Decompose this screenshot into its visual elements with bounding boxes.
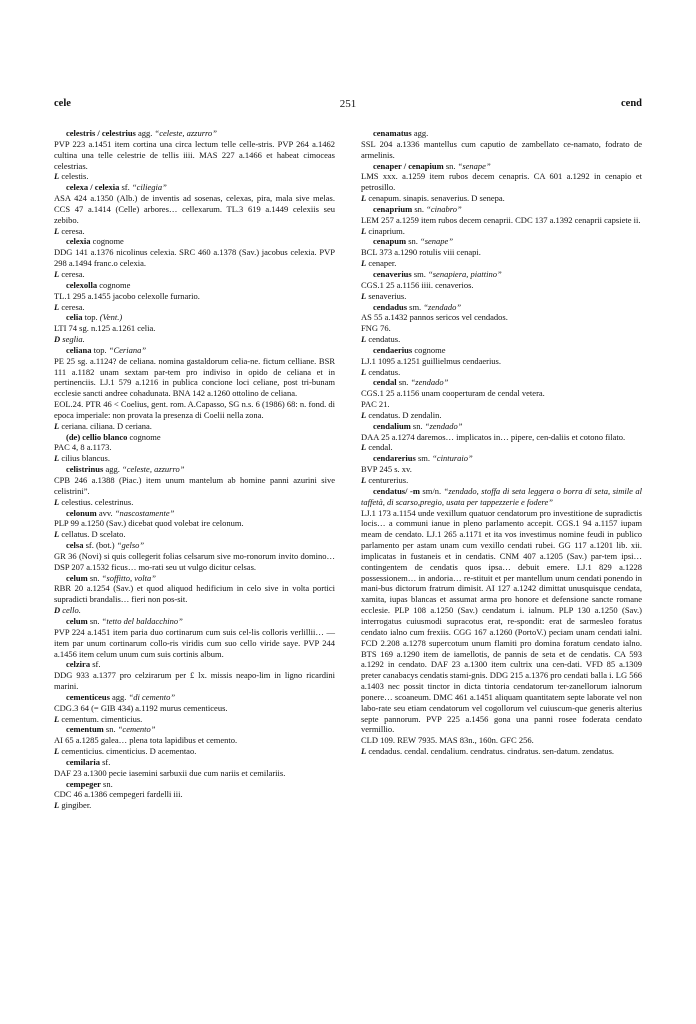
gloss: “senapiera, piattino”: [428, 268, 502, 279]
citation-text: PAC 21.: [361, 399, 390, 410]
gloss: “senape”: [457, 160, 491, 171]
cross-reference-label: L: [361, 225, 367, 236]
cross-reference-line: [361, 746, 642, 757]
gloss: “zendado, stoffa di seta leggera o borra di seta, simile al taffetà, di scarso,pregio, usata per tappezzerie e fodere”: [361, 485, 643, 507]
citation-text: CDG.3 64 (= GIB 434) a.1192 murus cementiceus.: [54, 702, 228, 713]
gloss: “cemento”: [117, 724, 156, 735]
grammatical-label: sn.: [445, 160, 456, 171]
gloss: “cinturaio”: [432, 453, 473, 464]
gloss: “di cemento”: [128, 691, 176, 702]
citation-text: LJ.1 173 a.1154 unde vexillum quatuor cendatorum pro investitione de supradictis locis… a communi ianue in pleno parlamento accepit. CGS.1 94 a.1157 iupam meam de cendato. LJ.1 265 a.1171 et ita vos investimus nomine feudi in publico parlamento per astam unam cum vexillo cendati rubei. GG 117 a.1201 lib. xii. implicatas in fustaneis et in cendatis. CNM 407 a.1205 (Sav.) par-tem ipsi… contingentem de cendatis quos ipsa… debuit emere. LJ.1 829 a.1228 possessionem… in andoria… re-stituit et per mantellum unum cendati ponendo in mani-bus dictorum fratrum dimisit. AI 127 a.1242 dimittat unusquisque cendata, xamita, iupas blancas et assumat arma pro honore et defensione sancte romane ecclesie. PLP 108 a.1250 (Sav.) cendatum i. ialnum. PLP 130 a.1250 (Sav.) interrogatus cuiusmodi supracotus erat, re-spondit: erat de sarmesleo foratus cendato ialno cum frexiis. CGG 167 a.1260 (PortoV.) peciam unam cendati ialni. FCD 2.208 a.1278 supercotum unum flamiti pro domina foratum cendato ialno. BTS 169 a.1290 item de iamellotis, de pannis de seta et de cendatis. CA 593 a.1292 in cendato. DAF 23 a.1300 item cultrix una cen-dati. VFD 85 a.1309 preter canabacys cendatis stami-gnis. DDG 215 a.1376 pro cendati balla i. LG 566 a.1403 nec possit tinctor in dicta tintoria cendatorum ter-zanellorum ialnorum ponere… scoaneum. DMC 461 a.1451 aliquam quantitatem septe laborate vel non labo-rate seu etiam cendatorum vel cogollorum vel cuiuscum-que generis alterius septe pannorum. PVP 225 a.1456 gona una panni rosee foderata cendato vermillio.: [361, 507, 642, 735]
cross-reference-line: [54, 746, 335, 757]
grammatical-label: top.: [93, 344, 107, 355]
gloss: (Vent.): [99, 312, 123, 323]
dictionary-entry-head: [54, 659, 335, 670]
dictionary-entry-head: [54, 345, 335, 356]
grammatical-label: sf. (bot.): [85, 540, 115, 551]
headword: cenamatus: [373, 128, 412, 138]
headword: cenaprium: [373, 203, 413, 214]
right-column: [361, 128, 642, 757]
cross-reference-label: D: [54, 605, 61, 616]
grammatical-label: sn.: [398, 377, 409, 388]
grammatical-label: sn.: [412, 420, 423, 431]
citation-text: LMS xxx. a.1259 item rubos decem cenapris. CA 601 a.1292 in cenapio et petrosillo.: [361, 171, 642, 193]
header-right-guideword: cend: [621, 98, 642, 109]
gloss: “zendado”: [423, 301, 462, 312]
grammatical-label: sn.: [105, 724, 116, 735]
grammatical-label: cognome: [99, 279, 131, 290]
cross-reference-line: [54, 269, 335, 280]
dictionary-entry-head: [361, 161, 642, 172]
headword: celia: [66, 312, 83, 323]
grammatical-label: cognome: [92, 236, 124, 247]
citation-text: CDC 46 a.1386 cempegeri fardelli iii.: [54, 789, 183, 800]
grammatical-label: cognome: [129, 431, 161, 442]
citation-text: FNG 76.: [361, 323, 391, 334]
cross-reference-line: [361, 442, 642, 453]
dictionary-entry-head: [54, 432, 335, 443]
cross-reference-text: cilius blancus.: [59, 453, 110, 464]
headword: cementiceus: [66, 691, 110, 702]
cross-reference-label: L: [54, 420, 60, 431]
cross-reference-text: cello.: [60, 605, 81, 616]
citation-text: TL.1 295 a.1455 jacobo celexolle furnario.: [54, 290, 200, 301]
citation-text: PVP 224 a.1451 item paria duo cortinarum cum suis cel-lis colloris verlillii… — item par unum cortinarum collo-ris viridis cum suo cello viride saye. PVP 244 a.1456 item celum unum cum suis cortinis album.: [54, 626, 335, 659]
cross-reference-label: L: [54, 171, 60, 182]
cross-reference-label: L: [54, 301, 60, 312]
citation-text: DDG 141 a.1376 nicolinus celexia. SRC 460 a.1378 (Sav.) jacobus celexia. PVP 298 a.1494 franc.o celexia.: [54, 247, 335, 269]
cross-reference-label: L: [361, 193, 367, 204]
dictionary-entry-head: [361, 269, 642, 280]
cross-reference-line: [361, 258, 642, 269]
cross-reference-line: [54, 605, 335, 616]
headword: celsa: [66, 540, 84, 551]
citation-text: AI 65 a.1285 galea… plena tota lapidibus et cemento.: [54, 735, 238, 746]
grammatical-label: cognome: [414, 344, 446, 355]
dictionary-entry-head: [54, 508, 335, 519]
citation-text: CPB 246 a.1388 (Piac.) item unum mantelum ab homine panni azurini sive celistrini”.: [54, 475, 335, 496]
cross-reference-line: [361, 226, 642, 237]
grammatical-label: sm/n.: [422, 485, 442, 496]
dictionary-entry-head: [361, 236, 642, 247]
citation-text: PE 25 sg. a.1124? de celiana. nomina gastaldorum celia-ne. fictum celliane. BSR 111 a.1182 unam sextam par-tem pro indiviso in opido de celiana et in pertinenciis. LJ.1 579 a.1216 in publica concione loci celiane, post tri-bunam ecclesie sancti andree cohadunata. BNA 142 a.1260 ottolino de celiana.: [54, 355, 335, 399]
cross-reference-label: L: [361, 258, 367, 269]
cross-reference-line: [54, 302, 335, 313]
cross-reference-line: [361, 475, 642, 486]
grammatical-label: sm.: [409, 301, 422, 312]
cross-reference-label: L: [361, 290, 367, 301]
headword: cenaverius: [373, 268, 412, 279]
headword: celum: [66, 572, 88, 583]
cross-reference-text: cendatus.: [366, 334, 401, 345]
headword: celum: [66, 615, 88, 626]
headword: celiana: [66, 344, 92, 355]
cross-reference-label: L: [361, 366, 367, 377]
cross-reference-text: senaverius.: [366, 290, 407, 301]
dictionary-entry-head: [54, 312, 335, 323]
gloss: “cinabro”: [426, 203, 462, 214]
cross-reference-text: ceresa.: [59, 225, 85, 236]
headword: cementum: [66, 724, 104, 735]
cross-reference-text: ceriana. ciliana. D ceriana.: [59, 420, 152, 431]
cross-reference-label: L: [54, 529, 60, 540]
cross-reference-text: centurerius.: [366, 475, 409, 485]
gloss: “Ceriana”: [108, 344, 147, 355]
citation-text: BCL 373 a.1290 rotulis viii cenapi.: [361, 247, 481, 258]
gloss: “nascostamente”: [114, 507, 175, 518]
cross-reference-text: cenaper.: [366, 258, 397, 269]
cross-reference-text: cendadus. cendal. cendalium. cendratus. cindratus. sen-datum. zendatus.: [366, 746, 615, 757]
cross-reference-label: L: [54, 746, 60, 757]
dictionary-entry-head: [361, 453, 642, 464]
headword: cendalium: [373, 420, 411, 431]
citation-text: PAC 4, 8 a.1173.: [54, 442, 112, 453]
cross-reference-text: cendatus.: [366, 366, 401, 377]
header-left-guideword: cele: [54, 98, 71, 109]
grammatical-label: agg.: [112, 691, 127, 702]
gloss: “celeste, azzurro”: [154, 128, 218, 138]
cross-reference-label: L: [361, 746, 367, 757]
headword: celexia: [66, 236, 91, 247]
headword: cenapum: [373, 236, 407, 247]
headword: celexa / celexia: [66, 182, 120, 193]
dictionary-entry-head: [54, 280, 335, 291]
cross-reference-line: [361, 367, 642, 378]
dictionary-entry-head: [54, 236, 335, 247]
cross-reference-line: [361, 410, 642, 421]
cross-reference-line: [54, 334, 335, 345]
cross-reference-text: cellatus. D scelato.: [59, 529, 126, 540]
cross-reference-text: cendatus. D zendalin.: [366, 409, 442, 420]
dictionary-entry-head: [54, 757, 335, 768]
citation-text: CLD 109. REW 7935. MAS 83n., 160n. GFC 256.: [361, 735, 534, 746]
cross-reference-line: [54, 453, 335, 464]
grammatical-label: agg.: [105, 464, 120, 475]
gloss: “soffitto, volta”: [101, 572, 156, 583]
headword: (de) cellio blanco: [66, 431, 128, 442]
grammatical-label: sf.: [102, 756, 111, 767]
citation-text: RBR 20 a.1254 (Sav.) et quod aliquod hedificium in celo sive in volta portici supradicti brandalis… fieri non pos-sit.: [54, 583, 335, 605]
dictionary-entry-head: [361, 421, 642, 432]
dictionary-entry-head: [54, 692, 335, 703]
cross-reference-line: [54, 529, 335, 540]
headword: celistrinus: [66, 464, 104, 475]
cross-reference-text: seglia.: [60, 334, 85, 345]
dictionary-entry-head: [361, 486, 642, 508]
grammatical-label: agg.: [413, 128, 429, 138]
citation-text: LJ.1 1095 a.1251 guillielmus cendaerius.: [361, 355, 501, 366]
grammatical-label: top.: [84, 312, 98, 323]
dictionary-entry-head: [54, 779, 335, 790]
cross-reference-text: cementum. cimenticius.: [59, 713, 143, 724]
dictionary-entry-head: [54, 616, 335, 627]
headword: cendadus: [373, 301, 408, 312]
dictionary-entry-head: [54, 128, 335, 139]
citation-text: AS 55 a.1432 pannos sericos vel cendados.: [361, 312, 508, 323]
cross-reference-line: [54, 714, 335, 725]
citation-text: DDG 933 a.1377 pro celzirarum per £ lx. missis neapo-lim in ligno ricardini marini.: [54, 670, 335, 692]
cross-reference-line: [54, 497, 335, 508]
dictionary-entry-head: [54, 540, 335, 551]
grammatical-label: avv.: [98, 507, 113, 518]
cross-reference-label: L: [54, 225, 60, 236]
headword: cemilaria: [66, 756, 100, 767]
citation-text: ASA 424 a.1350 (Alb.) de inventis ad sosenas, celexas, pira, mala sive melas. CCS 47 a.1414 (Celle) arbores… cellexarum. TL.3 619 a.1449 celexiis seu zebibo.: [54, 193, 335, 225]
cross-reference-line: [54, 800, 335, 811]
cross-reference-text: cinaprium.: [366, 225, 405, 236]
cross-reference-line: [54, 171, 335, 182]
cross-reference-label: D: [54, 334, 61, 345]
cross-reference-text: cementicius. cimenticius. D acementao.: [59, 746, 197, 757]
gloss: “ciliegia”: [131, 182, 167, 193]
dictionary-entry-head: [361, 204, 642, 215]
headword: cempeger: [66, 778, 101, 789]
cross-reference-line: [54, 421, 335, 432]
dictionary-entry-head: [54, 573, 335, 584]
citation-text: SSL 204 a.1336 mantellus cum caputio de zambellato ce-namato, fodrato de armelinis.: [361, 138, 642, 160]
dictionary-entry-head: [361, 302, 642, 313]
cross-reference-label: L: [361, 334, 367, 345]
cross-reference-text: ceresa.: [59, 268, 85, 279]
grammatical-label: sf.: [92, 659, 101, 670]
headword: celestris / celestrius: [66, 128, 136, 138]
headword: cendaerius: [373, 344, 413, 355]
page-number: 251: [339, 98, 357, 110]
gloss: “tetto del baldacchino”: [101, 615, 183, 626]
cross-reference-text: ceresa.: [59, 301, 85, 312]
headword: cendatus/ -m: [373, 485, 420, 496]
cross-reference-label: L: [361, 475, 367, 485]
grammatical-label: sn.: [103, 778, 113, 789]
left-column: [54, 128, 335, 811]
citation-text: PLP 99 a.1250 (Sav.) dicebat quod volebat ire celonum.: [54, 518, 244, 529]
cross-reference-label: L: [54, 713, 60, 724]
citation-text: CGS.1 25 a.1156 unam cooperturam de cendal vetera.: [361, 388, 545, 399]
cross-reference-text: celestis.: [59, 171, 89, 182]
cross-reference-label: L: [54, 453, 60, 464]
grammatical-label: sn.: [408, 236, 418, 247]
cross-reference-line: [361, 291, 642, 302]
running-header: [54, 98, 642, 114]
citation-text: LTI 74 sg. n.125 a.1261 celia.: [54, 323, 156, 334]
cross-reference-label: L: [361, 409, 367, 420]
gloss: “gelso”: [116, 540, 145, 551]
dictionary-entry-head: [361, 128, 642, 139]
dictionary-entry-head: [361, 345, 642, 356]
citation-text: CGS.1 25 a.1156 iiii. cenaverios.: [361, 279, 474, 290]
citation-text: BVP 245 s. xv.: [361, 464, 412, 475]
headword: cendarerius: [373, 453, 416, 464]
grammatical-label: agg.: [137, 128, 153, 138]
cross-reference-text: cendal.: [366, 442, 393, 453]
dictionary-entry-head: [54, 464, 335, 475]
grammatical-label: sn.: [89, 615, 100, 626]
cross-reference-line: [361, 334, 642, 345]
headword: celonum: [66, 507, 97, 518]
headword: celexolla: [66, 279, 98, 290]
citation-text: GR 36 (Novi) si quis collegerit folias celsarum sive mo-ronorum invito domino… DSP 207 a.1532 ficus… mo-rati seu ut vulgo dicitur celsas.: [54, 550, 335, 572]
dictionary-entry-head: [361, 377, 642, 388]
headword: cendal: [373, 377, 397, 388]
cross-reference-text: gingiber.: [59, 800, 92, 811]
citation-text: LEM 257 a.1259 item rubos decem cenaprii. CDC 137 a.1392 cenaprii capsiete ii.: [361, 214, 641, 225]
gloss: “zendado”: [424, 420, 463, 431]
cross-reference-text: celestius. celestrinus.: [59, 496, 134, 507]
dictionary-entry-head: [54, 182, 335, 193]
citation-text: DAF 23 a.1300 pecie iasemini sarbuxii due cum nariis et cemilariis.: [54, 767, 286, 778]
gloss: “celeste, azzurro”: [121, 464, 185, 475]
gloss: “senape”: [420, 236, 454, 247]
grammatical-label: sn.: [89, 572, 100, 583]
grammatical-label: sf.: [121, 182, 130, 193]
cross-reference-label: L: [54, 800, 60, 811]
grammatical-label: sm.: [413, 268, 426, 279]
cross-reference-label: L: [54, 268, 60, 279]
cross-reference-label: L: [54, 496, 60, 507]
citation-text: EOL.24. PTR 46 < Coelius, gent. rom. A.Capasso, SG n.s. 6 (1986) 68: n. fond. di epoca imperiale: non provata la presenza di Coelii nella zona.: [54, 399, 335, 420]
grammatical-label: sn.: [414, 203, 425, 214]
dictionary-entry-head: [54, 724, 335, 735]
grammatical-label: sm.: [417, 453, 430, 464]
citation-text: DAA 25 a.1274 daremos… implicatos in… pipere, cen-daliis et cotono filato.: [361, 431, 626, 442]
headword: cenaper / cenapium: [373, 160, 444, 171]
headword: celzira: [66, 659, 91, 670]
cross-reference-text: cenapum. sinapis. senaverius. D senepa.: [366, 193, 505, 204]
cross-reference-line: [361, 193, 642, 204]
gloss: “zendado”: [410, 377, 449, 388]
cross-reference-label: L: [361, 442, 367, 453]
citation-text: PVP 223 a.1451 item cortina una circa lectum telle celle-stris. PVP 264 a.1462 cultina una telle celestrie de tellis iiii. MAS 227 a.1466 et habeat cimoceas celestrias.: [54, 138, 335, 171]
cross-reference-line: [54, 226, 335, 237]
